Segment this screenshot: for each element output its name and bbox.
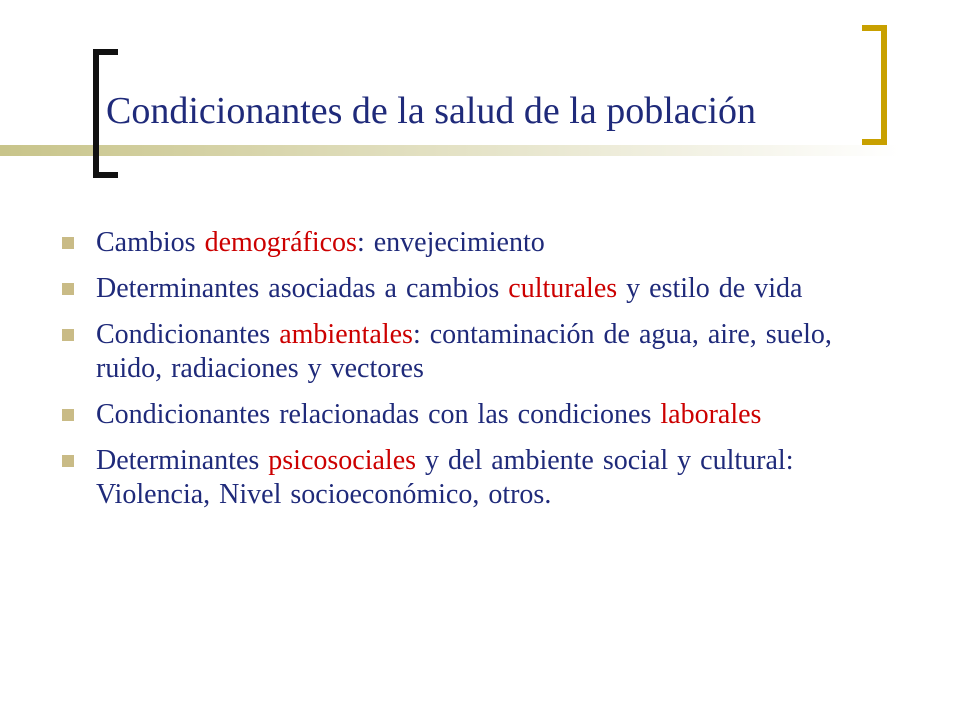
slide-title: Condicionantes de la salud de la población (106, 90, 757, 132)
bullet-text: Determinantes asociadas a cambios (96, 273, 509, 304)
bullet-list (60, 226, 880, 524)
title-underline-bar (0, 145, 900, 156)
square-bullet-icon (62, 329, 74, 341)
highlighted-text: culturales (508, 273, 618, 304)
highlighted-text: laborales (660, 399, 762, 430)
bullet-text: Cambios (96, 227, 205, 258)
bullet-item (60, 318, 880, 386)
bullet-text: : envejecimiento (356, 227, 545, 258)
square-bullet-icon (62, 409, 74, 421)
bullet-text: Condicionantes (96, 319, 280, 350)
bullet-item (60, 444, 880, 512)
highlighted-text: ambientales (279, 319, 413, 350)
square-bullet-icon (62, 237, 74, 249)
bullet-text: : contaminación de agua, aire, suelo, ruido, radiaciones y vectores (96, 319, 832, 384)
bullet-text: Condicionantes relacionadas con las condiciones (96, 399, 661, 430)
square-bullet-icon (62, 455, 74, 467)
highlighted-text: psicosociales (268, 445, 417, 476)
bullet-text: y del ambiente social y cultural: Violencia, Nivel socioeconómico, otros. (96, 445, 794, 510)
highlighted-text: demográficos (204, 227, 357, 258)
bullet-text: y estilo de vida (617, 273, 803, 304)
bullet-text: Determinantes (96, 445, 269, 476)
bullet-item (60, 398, 880, 432)
bullet-item (60, 226, 880, 260)
bullet-item (60, 272, 880, 306)
right-bracket (862, 28, 884, 142)
square-bullet-icon (62, 283, 74, 295)
